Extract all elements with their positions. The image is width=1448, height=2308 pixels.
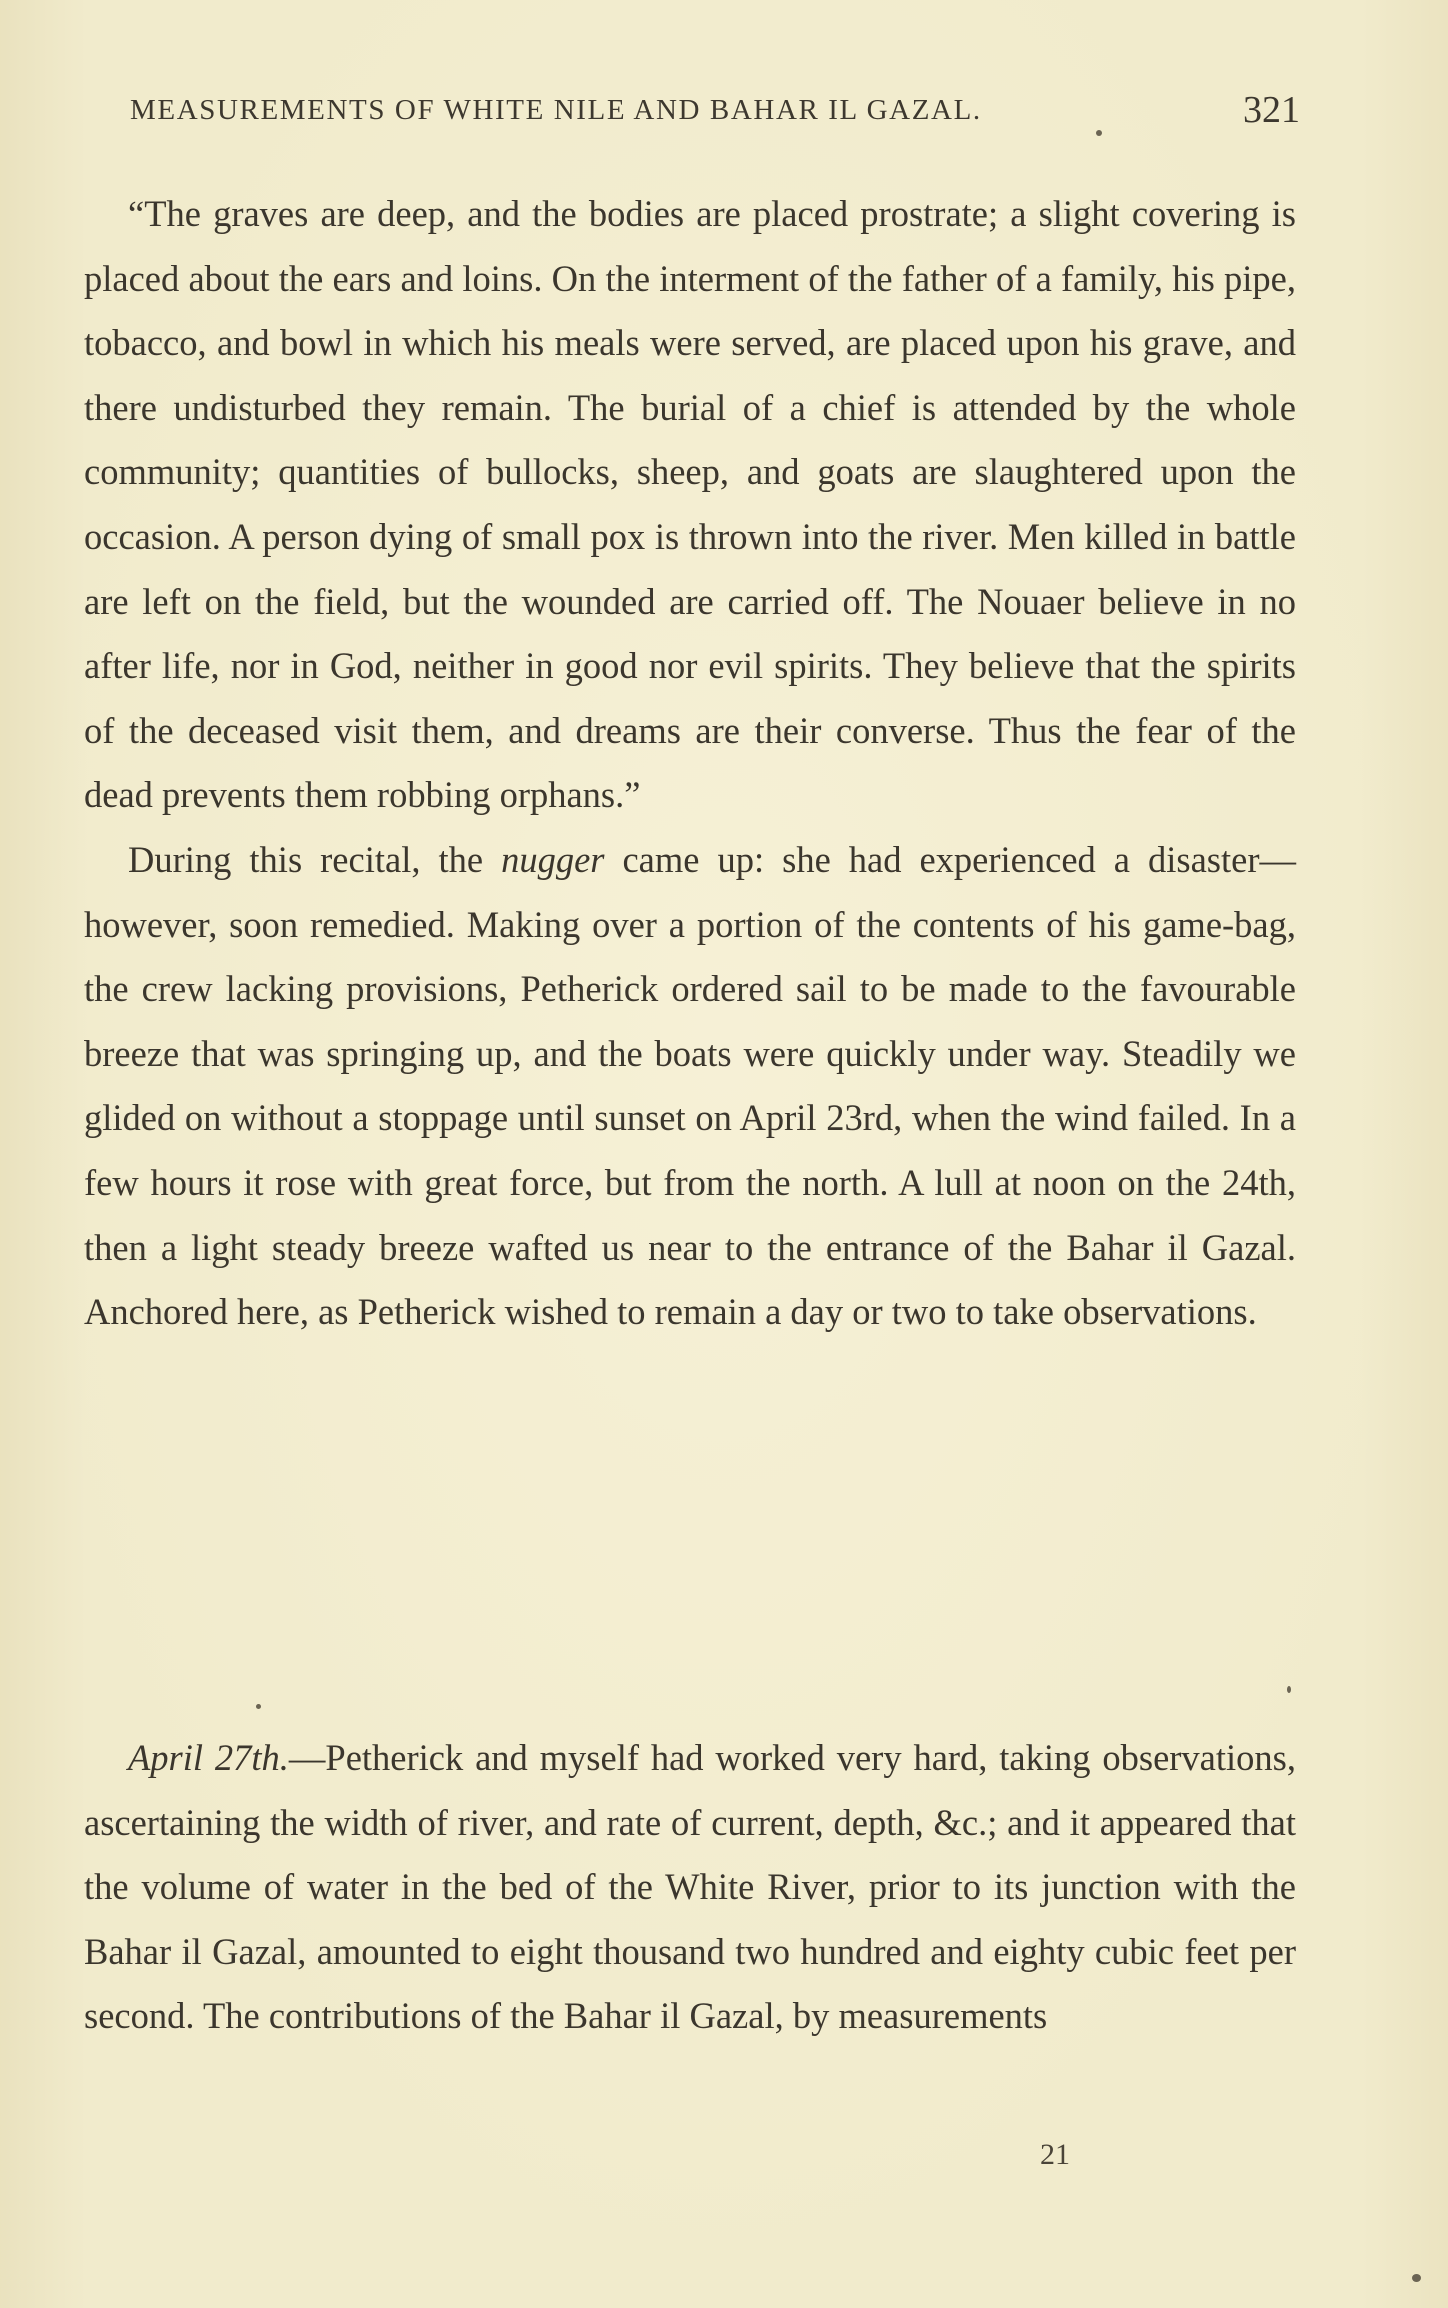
paper-speck [256, 1704, 261, 1709]
paragraph-recital [84, 828, 1296, 1345]
paragraph-april-27-text: —Petherick and myself had worked very hard, taking observations, ascertaining the width of river, and rate of current, depth, &c.; and it appeared that the volume of water in the bed of the White River, prior to its junction with the Bahar il Gazal, amounted to eight thousand two hundred and eighty cubic feet per second. The contributions of the Bahar il Gazal, by measurements [84, 1737, 1296, 2037]
paragraph-quotation: “The graves are deep, and the bodies are placed prostrate; a slight covering is placed about the ears and loins. On the interment of the father of a family, his pipe, tobacco, and bowl in which his meals were served, are placed upon his grave, and there undisturbed they remain. The burial of a chief is attended by the whole community; quantities of bullocks, sheep, and goats are slaughtered upon the occasion. A person dying of small pox is thrown into the river. Men killed in battle are left on the field, but the wounded are carried off. The Nouaer believe in no after life, nor in God, neither in good nor evil spirits. They believe that the spirits of the deceased visit them, and dreams are their converse. Thus the fear of the dead prevents them robbing orphans.” [84, 193, 1296, 816]
italic-word-nugger: nugger [501, 838, 605, 880]
paragraph-recital-start: During this recital, the [128, 838, 502, 880]
paragraph-recital-rest: came up: she had experienced a disaster—however, soon remedied. Making over a portion of the contents of his game-bag, the crew lacking provisions, Petherick ordered sail to be made to the favourable breeze that was springing up, and the boats were quickly under way. Steadily we glided on without a stoppage until sunset on April 23rd, when the wind failed. In a few hours it rose with great force, but from the north. A lull at noon on the 24th, then a light steady breeze wafted us near to the entrance of the Bahar il Gazal. Anchored here, as Petherick wished to remain a day or two to take observations. [84, 838, 1296, 1333]
running-title: MEASUREMENTS OF WHITE NILE AND BAHAR IL GAZAL. [130, 94, 982, 126]
paper-speck [1096, 130, 1102, 136]
paper-speck [1412, 2274, 1421, 2282]
text-block-lower [84, 1726, 1296, 2049]
date-heading: April 27th. [128, 1737, 289, 1778]
running-head [130, 88, 1300, 132]
text-block-upper [84, 182, 1296, 1345]
paragraph-april-27 [84, 1726, 1296, 2049]
page-number: 321 [1243, 89, 1300, 131]
paper-speck [1287, 1686, 1291, 1693]
signature-mark: 21 [1040, 2138, 1070, 2171]
